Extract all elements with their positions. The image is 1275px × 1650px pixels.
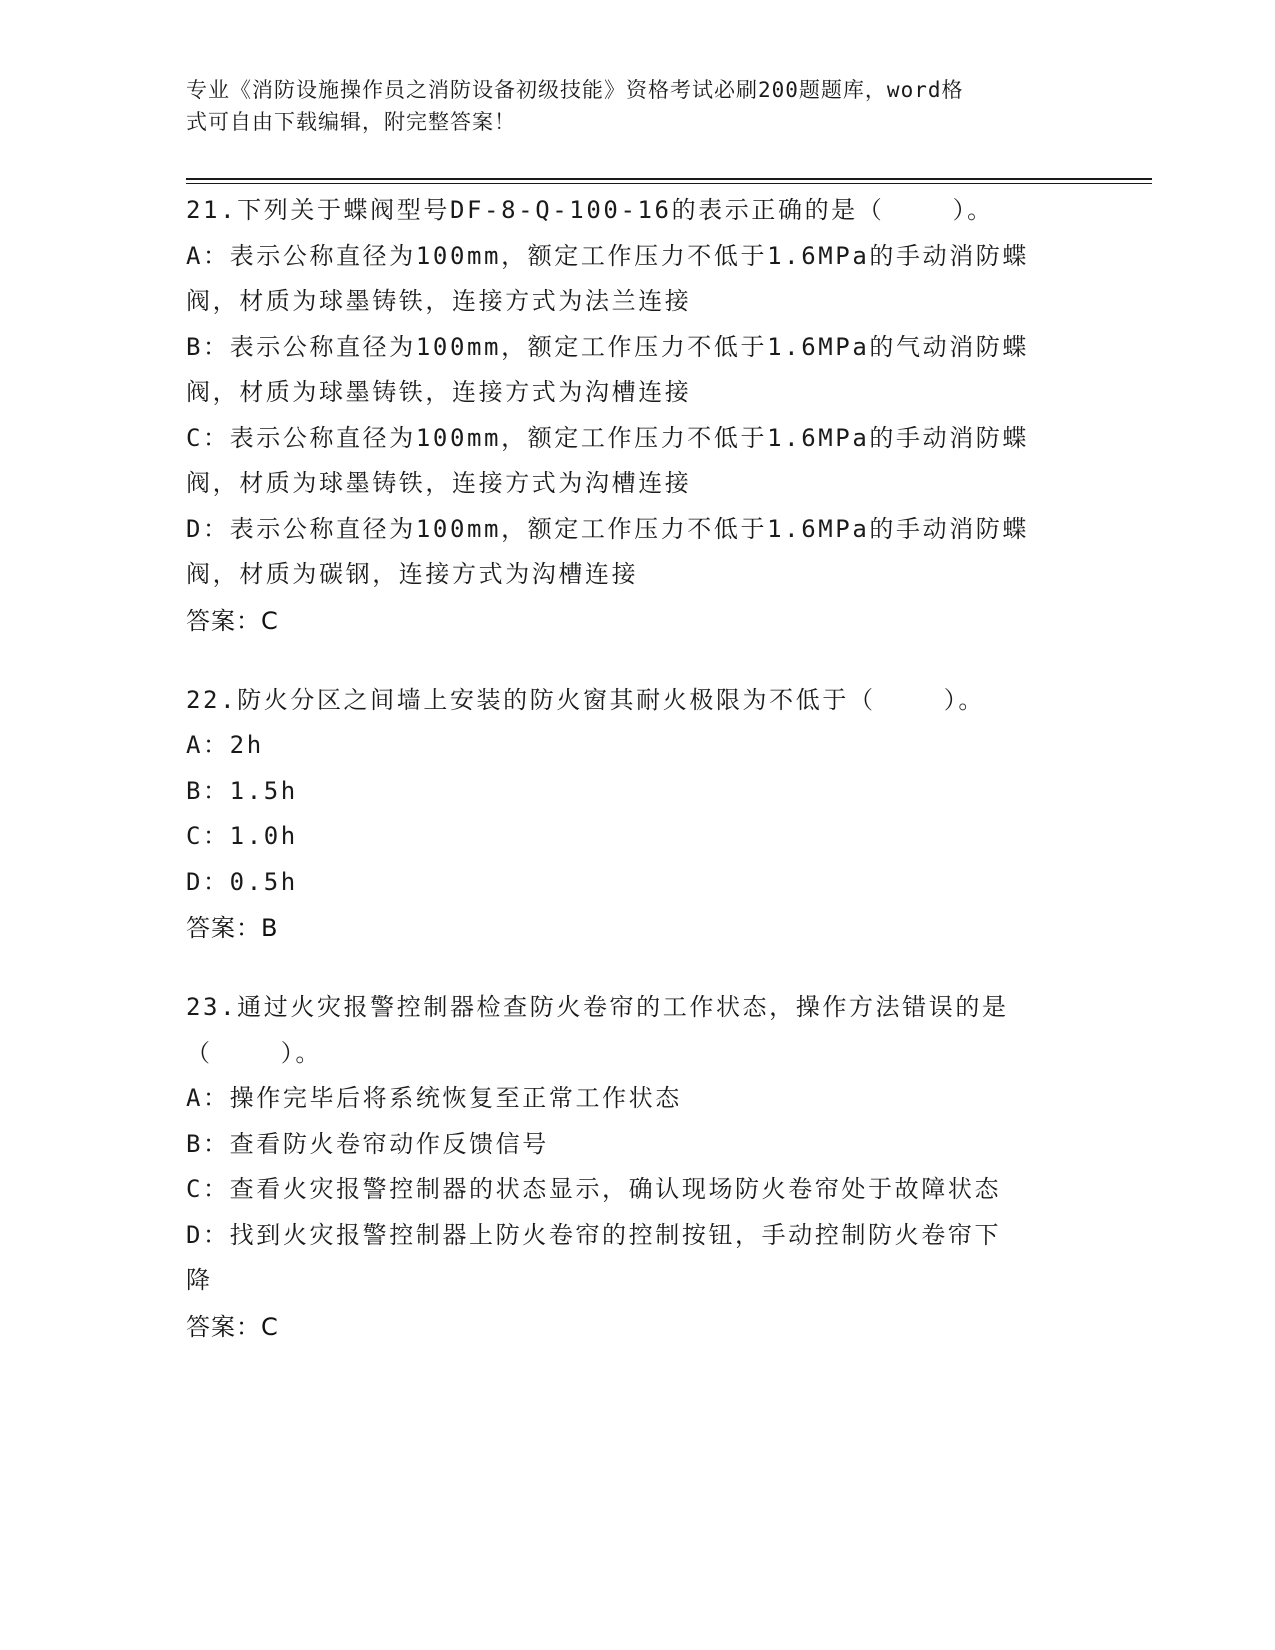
option-text: 阀，材质为球墨铸铁，连接方式为沟槽连接 (186, 378, 692, 406)
option-a (186, 234, 1086, 325)
question-23 (186, 985, 1086, 1350)
answer-label: 答案：B (186, 914, 279, 942)
option-text: C：表示公称直径为100mm，额定工作压力不低于1.6MPa的手动消防蝶 (186, 423, 1029, 452)
option-text: 阀，材质为球墨铸铁，连接方式为法兰连接 (186, 287, 692, 315)
question-22 (186, 678, 1086, 952)
option-c (186, 416, 1086, 507)
question-list (186, 188, 1086, 1384)
option-b (186, 325, 1086, 416)
header-line-2: 式可自由下载编辑，附完整答案！ (186, 110, 516, 134)
question-stem: 21.下列关于蝶阀型号DF-8-Q-100-16的表示正确的是（ ）。 (186, 196, 994, 224)
question-stem: 22.防火分区之间墙上安装的防火窗其耐火极限为不低于（ ）。 (186, 685, 985, 714)
option-text: A：表示公称直径为100mm，额定工作压力不低于1.6MPa的手动消防蝶 (186, 241, 1029, 270)
question-stem-continued: （ ）。 (186, 1038, 322, 1067)
question-21 (186, 188, 1086, 644)
document-header (186, 74, 1076, 138)
option-b: B：1.5h (186, 776, 298, 805)
header-divider-thin (186, 183, 1152, 184)
option-text: D：找到火灾报警控制器上防火卷帘的控制按钮，手动控制防火卷帘下 (186, 1220, 1002, 1249)
option-c: C：1.0h (186, 822, 298, 850)
option-text: 阀，材质为碳钢，连接方式为沟槽连接 (186, 560, 639, 588)
option-a: A：操作完毕后将系统恢复至正常工作状态 (186, 1084, 682, 1112)
answer-label: 答案：C (186, 1312, 279, 1341)
answer-label: 答案：C (186, 606, 279, 635)
option-c: C：查看火灾报警控制器的状态显示，确认现场防火卷帘处于故障状态 (186, 1175, 1002, 1203)
option-text: 阀，材质为球墨铸铁，连接方式为沟槽连接 (186, 469, 692, 497)
option-text: 降 (186, 1266, 213, 1294)
header-divider-thick (186, 178, 1152, 180)
option-b: B：查看防火卷帘动作反馈信号 (186, 1129, 549, 1158)
option-d (186, 507, 1086, 598)
option-text: B：表示公称直径为100mm，额定工作压力不低于1.6MPa的气动消防蝶 (186, 332, 1029, 361)
option-a: A：2h (186, 731, 264, 759)
option-d (186, 1213, 1086, 1304)
question-stem: 23.通过火灾报警控制器检查防火卷帘的工作状态，操作方法错误的是 (186, 993, 1009, 1021)
option-d: D：0.5h (186, 867, 298, 896)
option-text: D：表示公称直径为100mm，额定工作压力不低于1.6MPa的手动消防蝶 (186, 514, 1029, 543)
header-line-1: 专业《消防设施操作员之消防设备初级技能》资格考试必刷200题题库，word格 (186, 78, 964, 102)
